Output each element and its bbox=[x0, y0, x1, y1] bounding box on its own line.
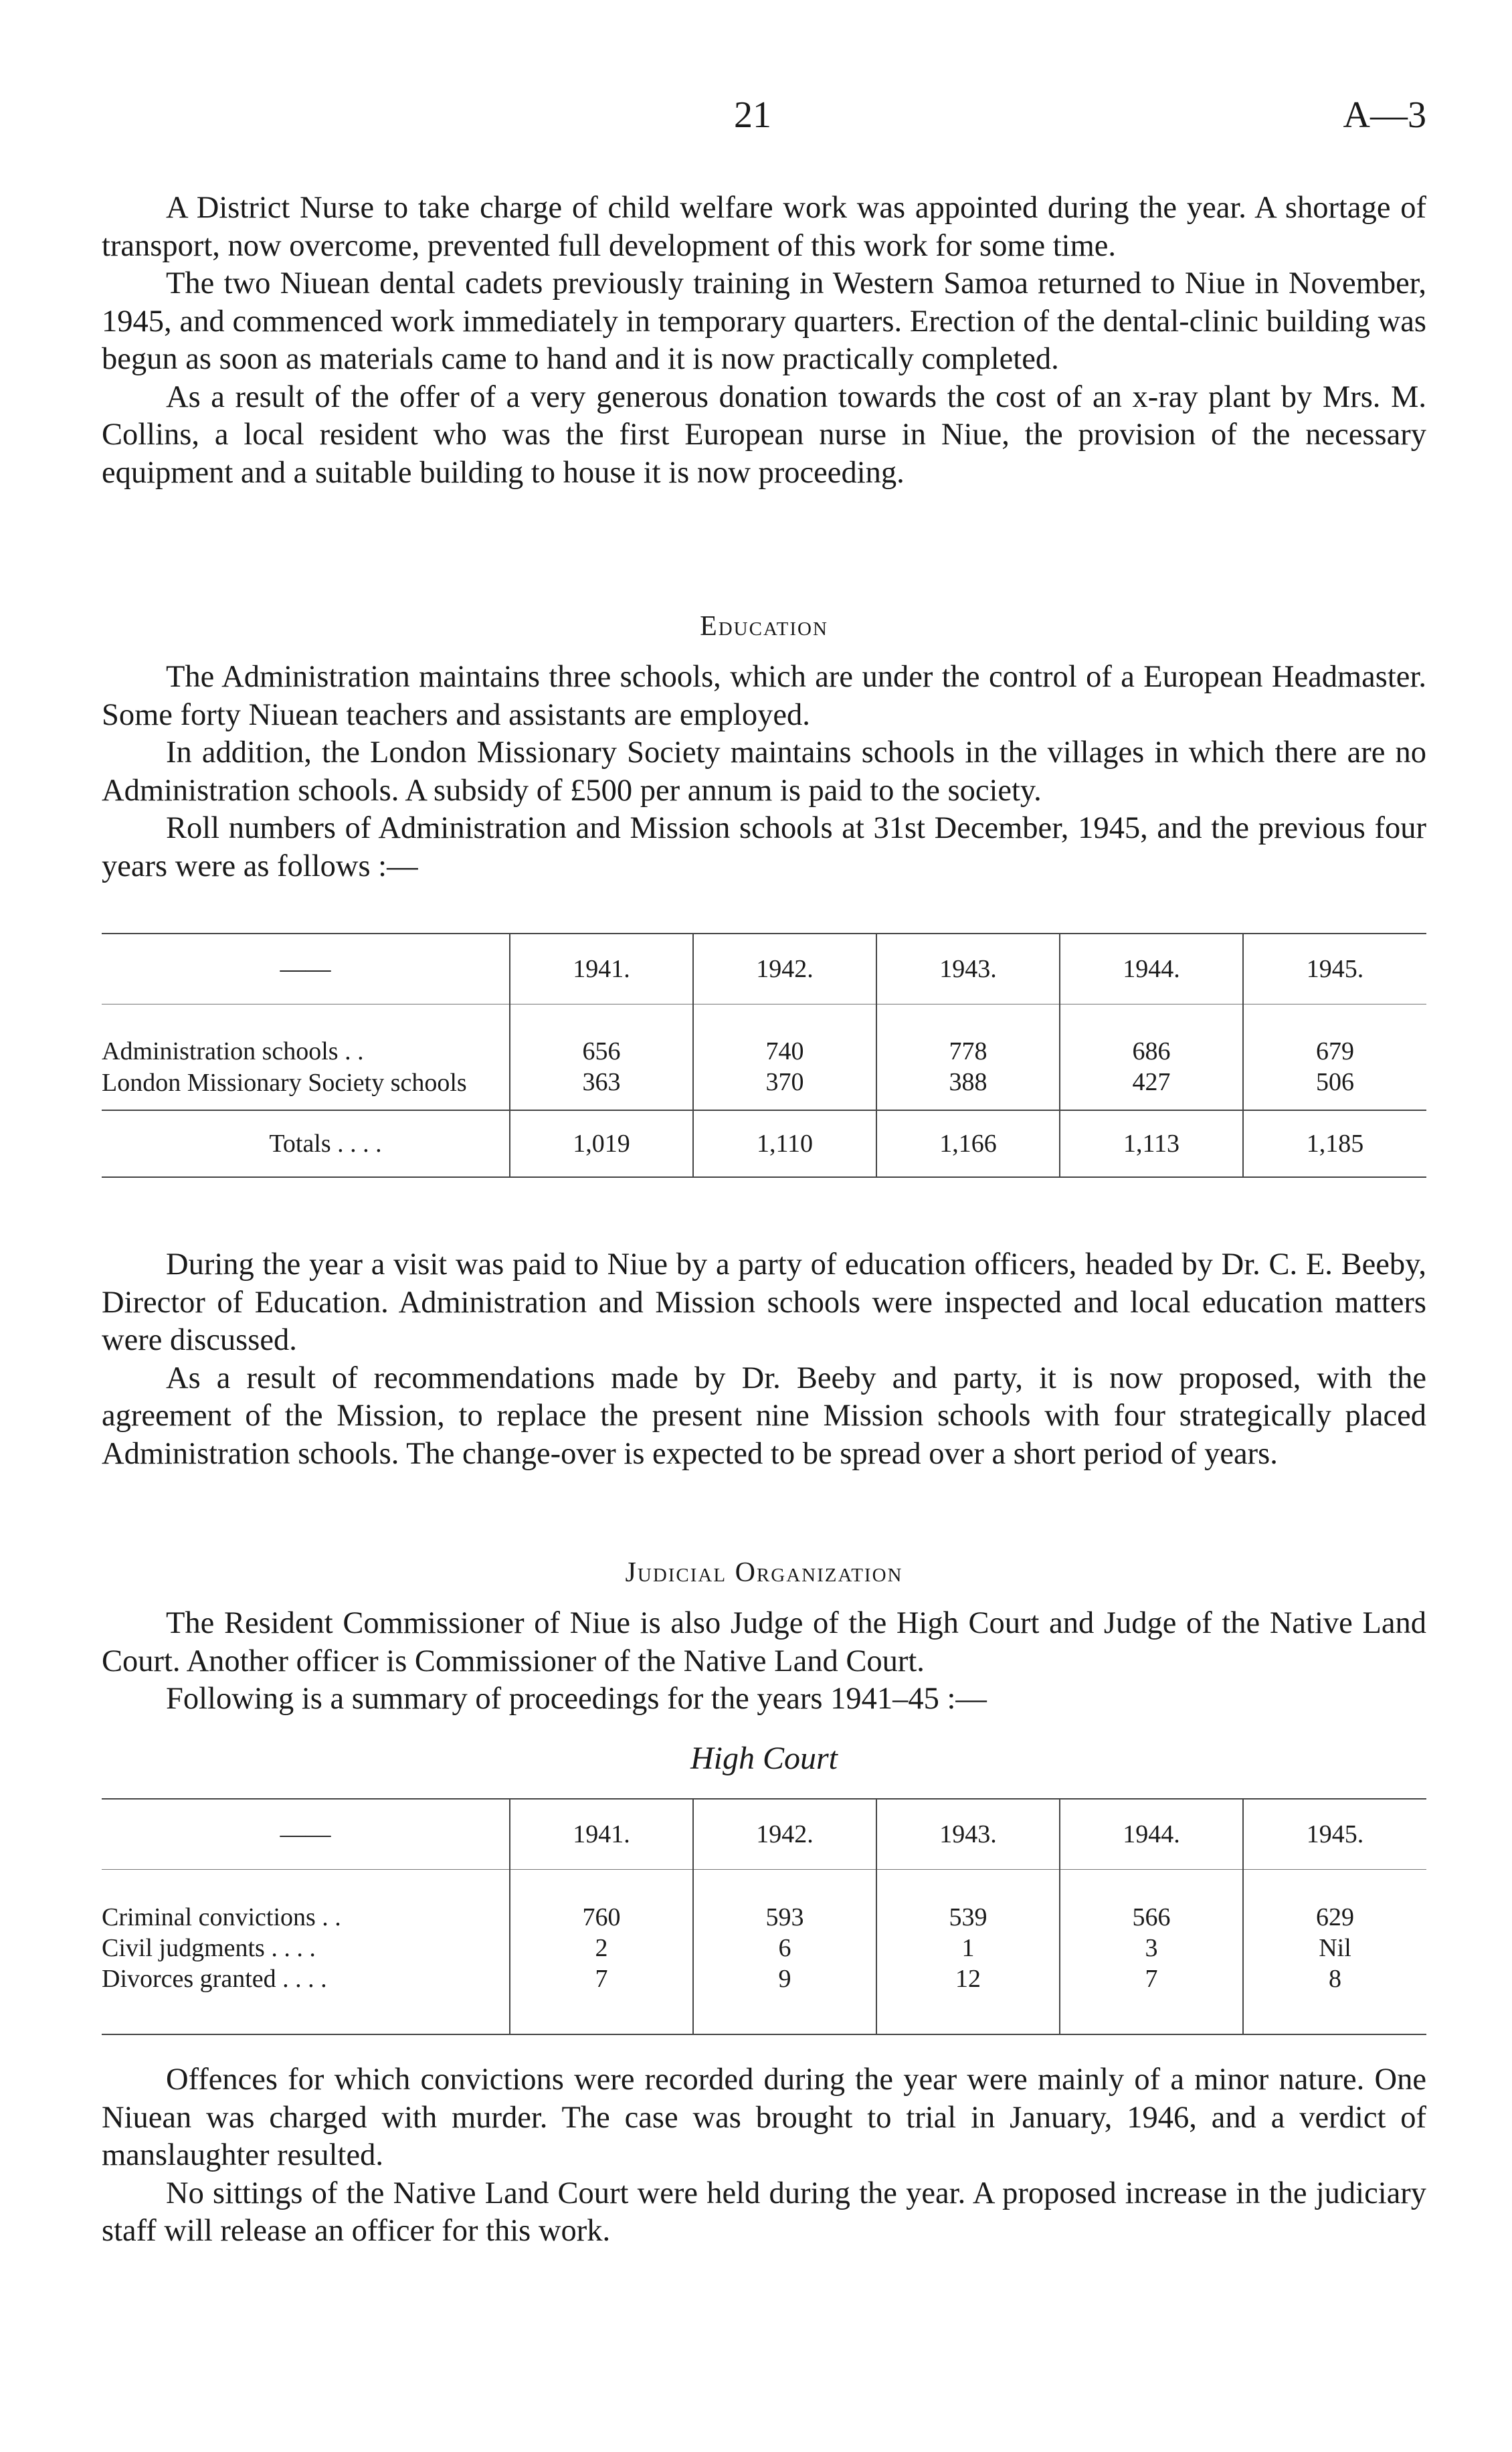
paragraph: As a result of the offer of a very generous donation towards the cost of an x-ray plant by Mrs. M. Collins, a local resident who was the first European nurse in Niue, the provision of the necessary equipment and a suitable building to house it is now proceeding. bbox=[102, 379, 1426, 490]
intro-section bbox=[102, 189, 1426, 492]
table-row bbox=[102, 1933, 1426, 1963]
column-header: 1941. bbox=[510, 1799, 693, 1869]
table-cell: 539 bbox=[876, 1902, 1060, 1933]
row-label: London Missionary Society schools bbox=[102, 1068, 467, 1097]
high-court-table bbox=[102, 1798, 1426, 2035]
column-header: 1943. bbox=[876, 1799, 1060, 1869]
education-section bbox=[102, 608, 1426, 885]
table-cell: 427 bbox=[1060, 1067, 1243, 1098]
judicial-section bbox=[102, 1554, 1426, 1779]
row-label: Divorces granted . . . . bbox=[102, 1964, 327, 1993]
table-title: High Court bbox=[690, 1740, 838, 1776]
paragraph: As a result of recommendations made by Dr. Beeby and party, it is now proposed, with the agreement of the Mission, to replace the present nine Mission schools with four strategically placed Administration schools. The change-over is expected to be spread over a short period of years. bbox=[102, 1361, 1426, 1471]
row-label: Civil judgments . . . . bbox=[102, 1933, 316, 1962]
table-row bbox=[102, 1067, 1426, 1098]
total-cell: 1,113 bbox=[1060, 1110, 1243, 1177]
paragraph: A District Nurse to take charge of child welfare work was appointed during the year. A shortage of transport, now overcome, prevented full development of this work for some time. bbox=[102, 191, 1426, 263]
table-corner: —— bbox=[280, 955, 331, 983]
column-header: 1944. bbox=[1060, 934, 1243, 1004]
column-header: 1945. bbox=[1243, 1799, 1426, 1869]
table-cell: 566 bbox=[1060, 1902, 1243, 1933]
table-cell: 778 bbox=[876, 1037, 1060, 1067]
total-cell: 1,185 bbox=[1243, 1110, 1426, 1177]
page-header bbox=[102, 94, 1426, 147]
table-cell: 6 bbox=[693, 1933, 876, 1963]
table-cell: 3 bbox=[1060, 1933, 1243, 1963]
table-header-row bbox=[102, 1799, 1426, 1869]
table-corner: —— bbox=[280, 1820, 331, 1848]
education-followup bbox=[102, 1246, 1426, 1473]
total-cell: 1,166 bbox=[876, 1110, 1060, 1177]
paragraph: In addition, the London Missionary Society maintains schools in the villages in which there are no Administration schools. A subsidy of £500 per annum is paid to the society. bbox=[102, 735, 1426, 808]
table-cell: 7 bbox=[1060, 1963, 1243, 1994]
total-cell: 1,110 bbox=[693, 1110, 876, 1177]
row-label: Criminal convictions . . bbox=[102, 1903, 341, 1931]
column-header: 1942. bbox=[693, 1799, 876, 1869]
column-header: 1943. bbox=[876, 934, 1060, 1004]
table-cell: 656 bbox=[510, 1037, 693, 1067]
table-cell: 760 bbox=[510, 1902, 693, 1933]
column-header: 1941. bbox=[510, 934, 693, 1004]
paragraph: No sittings of the Native Land Court were held during the year. A proposed increase in the judiciary staff will release an officer for this work. bbox=[102, 2176, 1426, 2248]
table-cell: 7 bbox=[510, 1963, 693, 1994]
table-cell: 1 bbox=[876, 1933, 1060, 1963]
table-cell: 686 bbox=[1060, 1037, 1243, 1067]
school-rolls-table bbox=[102, 933, 1426, 1178]
total-cell: 1,019 bbox=[510, 1110, 693, 1177]
column-header: 1944. bbox=[1060, 1799, 1243, 1869]
totals-row bbox=[102, 1110, 1426, 1177]
row-label: Administration schools . . bbox=[102, 1037, 364, 1065]
paragraph: Offences for which convictions were recorded during the year were mainly of a minor nature. One Niuean was charged with murder. The case was brought to trial in January, 1946, and a verdict of manslaughter resulted. bbox=[102, 2063, 1426, 2172]
paragraph: The Resident Commissioner of Niue is also Judge of the High Court and Judge of the Native Land Court. Another officer is Commissioner of the Native Land Court. bbox=[102, 1606, 1426, 1678]
column-header: 1945. bbox=[1243, 934, 1426, 1004]
table-row bbox=[102, 1902, 1426, 1933]
paragraph: The Administration maintains three schools, which are under the control of a European Headmaster. Some forty Niuean teachers and assistants are employed. bbox=[102, 660, 1426, 732]
table-cell: 679 bbox=[1243, 1037, 1426, 1067]
paragraph: Roll numbers of Administration and Mission schools at 31st December, 1945, and the previous four years were as follows :— bbox=[102, 811, 1426, 883]
table-cell: 12 bbox=[876, 1963, 1060, 1994]
table-cell: 506 bbox=[1243, 1067, 1426, 1098]
table-row bbox=[102, 1037, 1426, 1067]
table-cell: Nil bbox=[1243, 1933, 1426, 1963]
table-cell: 593 bbox=[693, 1902, 876, 1933]
totals-label: Totals . . . . bbox=[269, 1129, 382, 1158]
table-cell: 629 bbox=[1243, 1902, 1426, 1933]
table-header-row bbox=[102, 934, 1426, 1004]
table-cell: 740 bbox=[693, 1037, 876, 1067]
paragraph: During the year a visit was paid to Niue by a party of education officers, headed by Dr. C. E. Beeby, Director of Education. Administration and Mission schools were inspected and local education matters were discussed. bbox=[102, 1247, 1426, 1357]
page-number: 21 bbox=[734, 94, 771, 136]
table-cell: 388 bbox=[876, 1067, 1060, 1098]
table-cell: 363 bbox=[510, 1067, 693, 1098]
section-heading-education: Education bbox=[700, 611, 828, 642]
table-cell: 9 bbox=[693, 1963, 876, 1994]
section-heading-judicial: Judicial Organization bbox=[625, 1557, 903, 1588]
column-header: 1942. bbox=[693, 934, 876, 1004]
table-cell: 370 bbox=[693, 1067, 876, 1098]
paragraph: The two Niuean dental cadets previously training in Western Samoa returned to Niue in November, 1945, and commenced work immediately in temporary quarters. Erection of the dental-clinic building was begun as soon as materials came to hand and it is now practically completed. bbox=[102, 266, 1426, 376]
judicial-followup bbox=[102, 2061, 1426, 2251]
document-reference: A—3 bbox=[1343, 94, 1426, 136]
table-cell: 2 bbox=[510, 1933, 693, 1963]
paragraph: Following is a summary of proceedings for the years 1941–45 :— bbox=[166, 1682, 987, 1716]
table-cell: 8 bbox=[1243, 1963, 1426, 1994]
table-row bbox=[102, 1963, 1426, 1994]
